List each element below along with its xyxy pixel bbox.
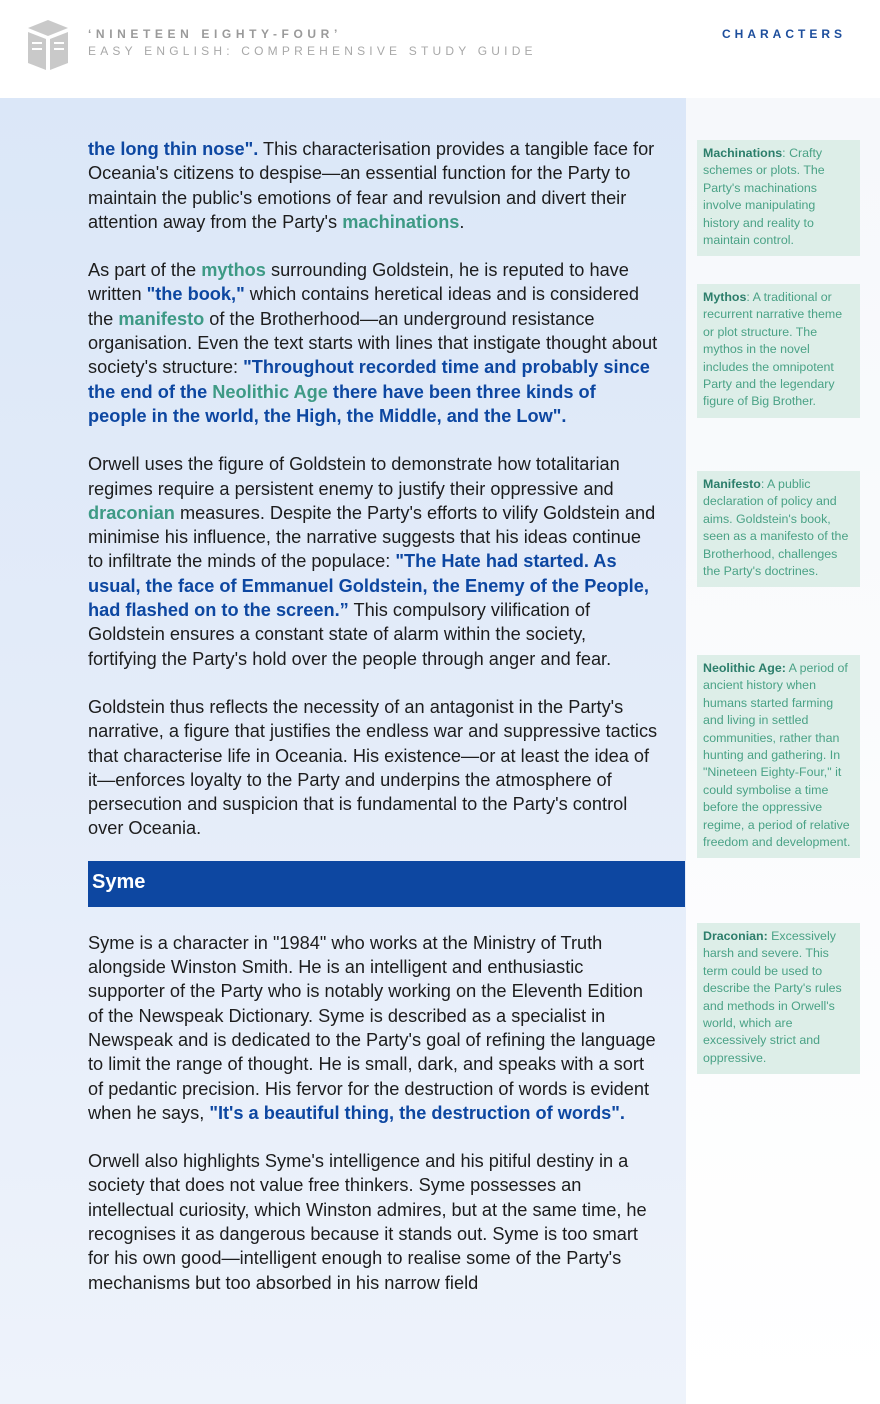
paragraph-goldstein-enemy: Orwell uses the figure of Goldstein to demonstrate how totalitarian regimes require a persistent enemy to justify their oppressive and draconian measures. Despite the Party's efforts to vilify Goldstein and minimise his influence, the narrative suggests that his ideas continue to infiltrate the minds of the populace: "The Hate had started. As usual, the face of Emmanuel Goldstein, the Enemy of the People, had flashed on to the screen.” This compulsory vilification of Goldstein ensures a constant state of alarm within the society, fortifying the Party's hold over the people through anger and fear. bbox=[88, 454, 656, 669]
quote: "Throughout recorded time and probably since the end of the bbox=[88, 357, 650, 402]
quote: there have been three kinds of people in the world, the High, the Middle, and the Low". bbox=[88, 381, 596, 426]
term-mythos: mythos bbox=[201, 260, 266, 281]
glossary-box-neolithic-age: Neolithic Age: A period of ancient history when humans started farming and living in settled communities, rather than hunting and gathering. In "Nineteen Eighty-Four," it could symbolise a time before the oppressive regime, a period of relative freedom and development. bbox=[697, 655, 860, 858]
quote: "the book," bbox=[146, 284, 245, 305]
glossary-box-manifesto: Manifesto: A public declaration of policy and aims. Goldstein's book, seen as a manifesto of the Brotherhood, challenges the Party's doctrines. bbox=[697, 471, 860, 587]
paragraph-goldstein-nose: the long thin nose". This characterisation provides a tangible face for Oceania's citizens to despise—an essential function for the Party to maintain the public's emotions of fear and revulsion and divert their attention away from the Party's machinations. bbox=[88, 139, 655, 232]
paragraph-goldstein-antagonist: Goldstein thus reflects the necessity of an antagonist in the Party's narrative, a figure that justifies the endless war and suppressive tactics that characterise life in Oceania. His existence—or at least the idea of it—enforces loyalty to the Party and underpins the atmosphere of persecution and suspicion that is fundamental to the Party's control over Oceania. bbox=[88, 696, 658, 839]
page-header bbox=[0, 0, 880, 98]
section-heading-syme bbox=[88, 861, 685, 907]
glossary-box-draconian: Draconian: Excessively harsh and severe. This term could be used to describe the Party's rules and methods in Orwell's world, which are excessively strict and oppressive. bbox=[697, 923, 860, 1074]
glossary-box-mythos: Mythos: A traditional or recurrent narrative theme or plot structure. The mythos in the novel includes the omnipotent Party and the legendary figure of Big Brother. bbox=[697, 284, 860, 418]
book-title: ‘NINETEEN EIGHTY-FOUR’ bbox=[88, 27, 342, 41]
section-heading-text: Syme bbox=[92, 870, 146, 893]
term-manifesto: manifesto bbox=[118, 308, 205, 329]
main-text bbox=[88, 137, 658, 1319]
section-label: CHARACTERS bbox=[722, 27, 846, 41]
guide-subtitle: EASY ENGLISH: COMPREHENSIVE STUDY GUIDE bbox=[88, 44, 537, 58]
term-draconian: draconian bbox=[88, 502, 175, 523]
term-neolithic-age: Neolithic Age bbox=[212, 381, 328, 402]
paragraph-syme-intro: Syme is a character in "1984" who works at the Ministry of Truth alongside Winston Smith. He is an intelligent and enthusiastic supporter of the Party who is notably working on the Eleventh Edition of the Newspeak Dictionary. Syme is described as a specialist in Newspeak and is dedicated to the Party's goal of refining the language to limit the range of thought. He is small, dark, and speaks with a sort of pedantic precision. His fervor for the destruction of words is evident when he says, "It's a beautiful thing, the destruction of words". bbox=[88, 932, 656, 1123]
quote: "The Hate had started. As usual, the face of Emmanuel Goldstein, the Enemy of the People, had flashed on to the screen.” bbox=[88, 551, 649, 621]
term-machinations: machinations bbox=[342, 211, 460, 232]
paragraph-syme-intelligence: Orwell also highlights Syme's intelligence and his pitiful destiny in a society that does not value free thinkers. Syme possesses an intellectual curiosity, which Winston admires, but at the same time, he recognises it as dangerous because it stands out. Syme is too smart for his own good—intelligent enough to realise some of the Party's mechanisms but too absorbed in his narrow field bbox=[88, 1151, 647, 1293]
paragraph-goldstein-mythos: As part of the mythos surrounding Goldstein, he is reputed to have written "the book," which contains heretical ideas and is considered the manifesto of the Brotherhood—an underground resistance organisation. Even the text starts with lines that instigate thought about society's structure: "Throughout recorded time and probably since the end of the Neolithic Age there have been three kinds of people in the world, the High, the Middle, and the Low". bbox=[88, 260, 658, 426]
glossary-box-machinations: Machinations: Crafty schemes or plots. The Party's machinations involve manipulating history and reality to maintain control. bbox=[697, 140, 860, 256]
book-stack-icon bbox=[26, 18, 70, 72]
quote: "It's a beautiful thing, the destruction of words". bbox=[209, 1102, 625, 1123]
quote: the long thin nose". bbox=[88, 139, 259, 159]
